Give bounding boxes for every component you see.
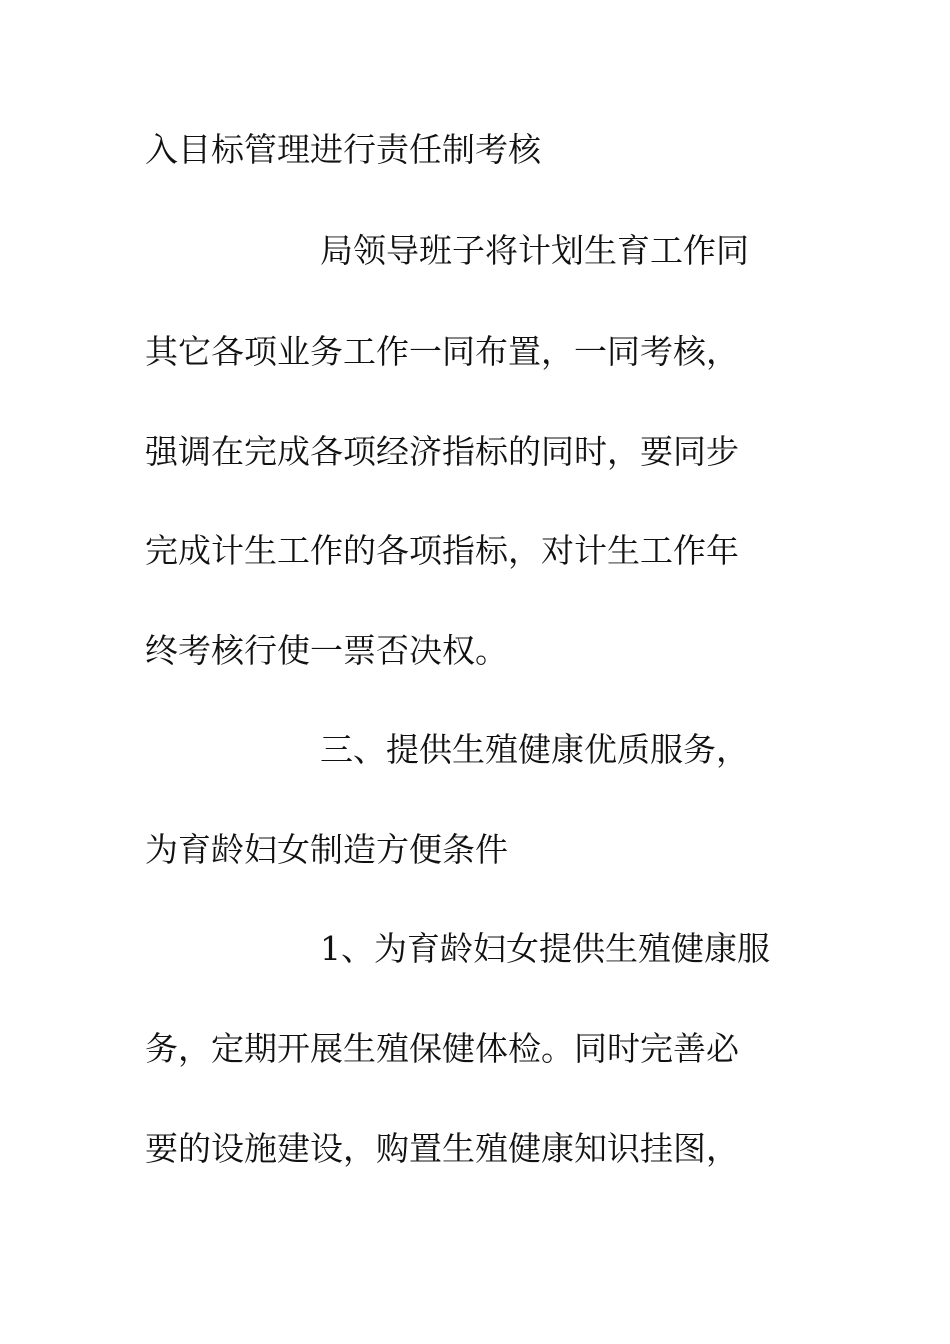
text-line-6: 终考核行使一票否决权。 bbox=[145, 631, 508, 670]
text-line-10: 务，定期开展生殖保健体检。同时完善必 bbox=[145, 1029, 739, 1068]
text-line-3: 其它各项业务工作一同布置，一同考核， bbox=[145, 332, 739, 371]
text-line-8: 为育龄妇女制造方便条件 bbox=[145, 830, 508, 869]
text-line-2: 局领导班子将计划生育工作同 bbox=[320, 231, 749, 270]
text-line-4: 强调在完成各项经济指标的同时，要同步 bbox=[145, 432, 739, 471]
text-line-7: 三、提供生殖健康优质服务， bbox=[320, 730, 749, 769]
text-line-5: 完成计生工作的各项指标，对计生工作年 bbox=[145, 531, 739, 570]
text-line-9: 1、为育龄妇女提供生殖健康服 bbox=[320, 929, 770, 968]
text-line-1: 入目标管理进行责任制考核 bbox=[145, 130, 541, 169]
text-line-11: 要的设施建设，购置生殖健康知识挂图， bbox=[145, 1129, 739, 1168]
